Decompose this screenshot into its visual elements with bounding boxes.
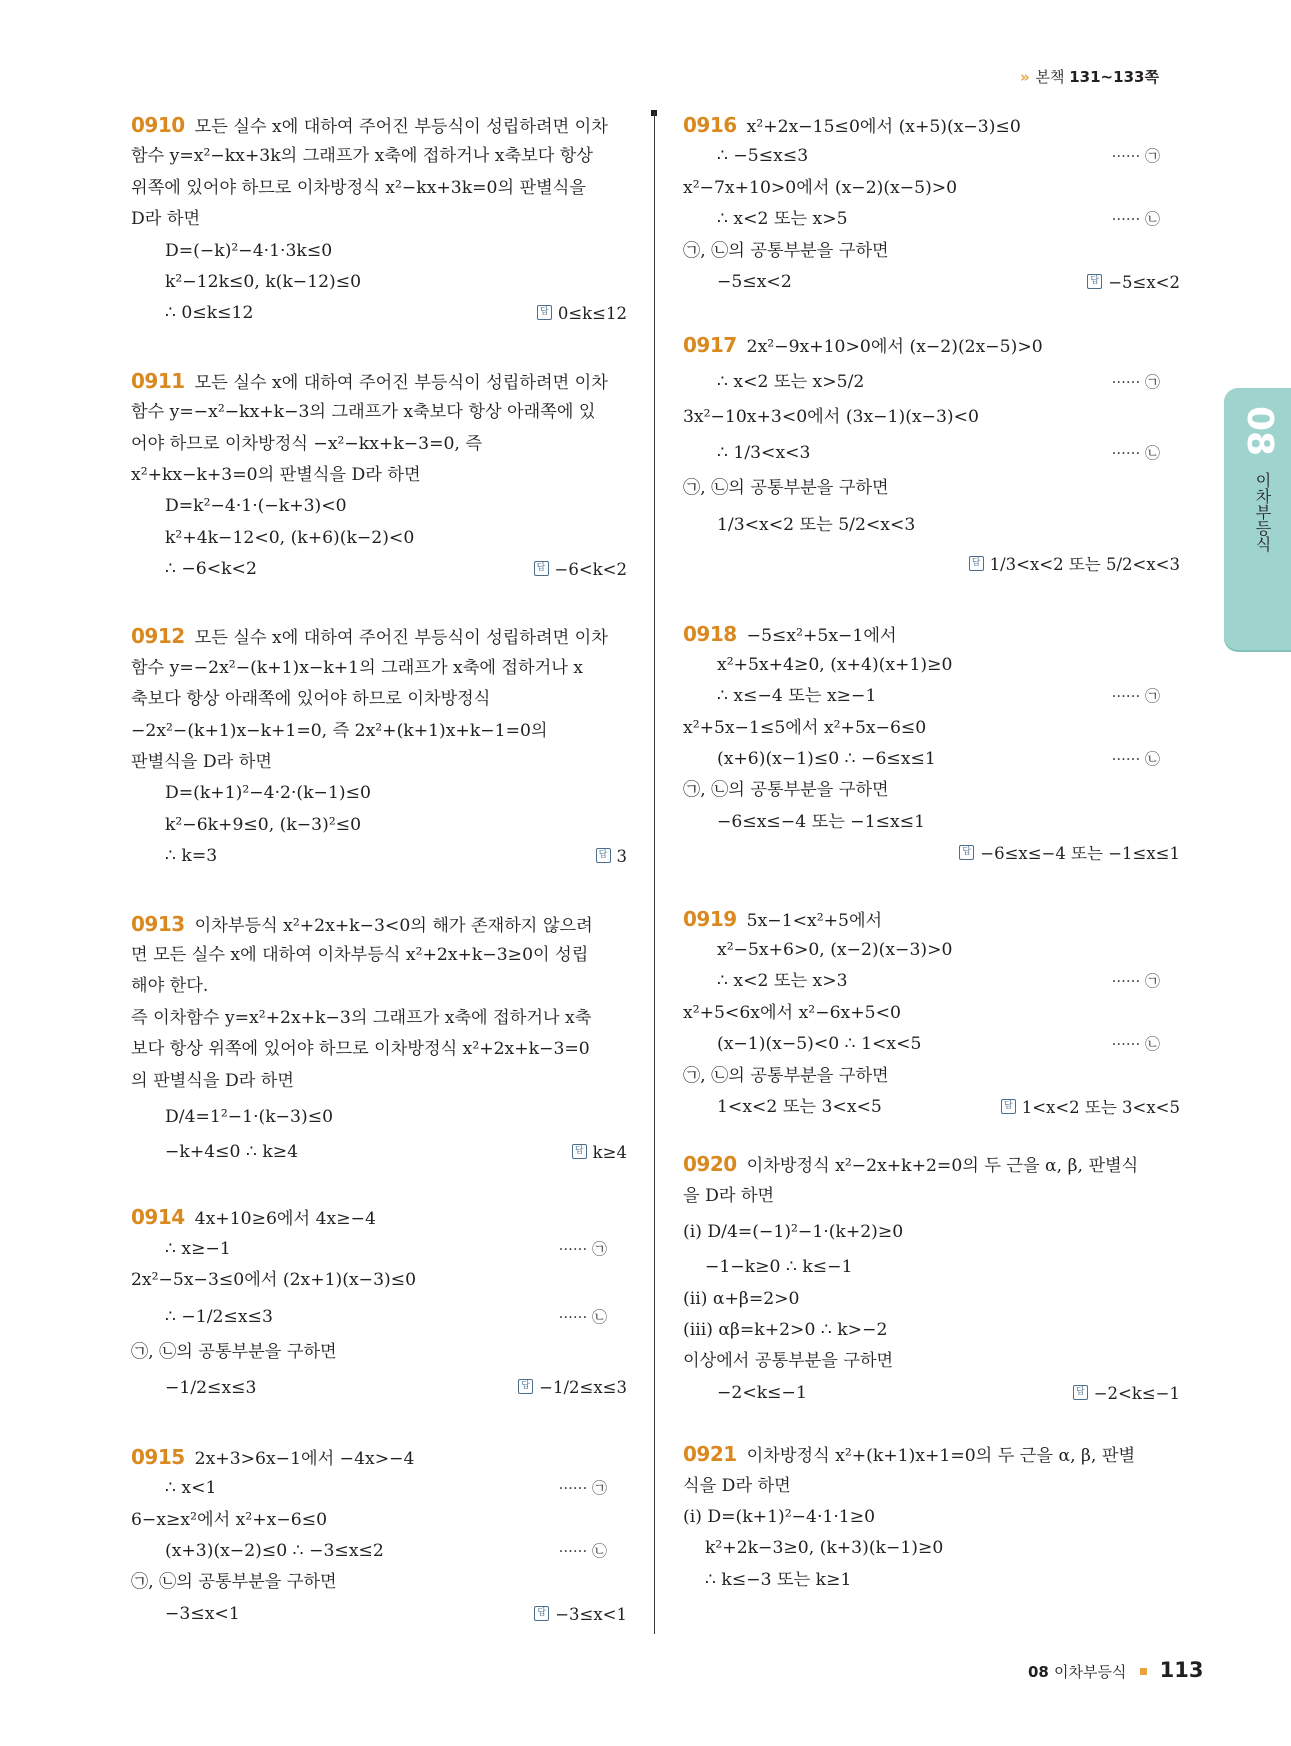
solution-text: 함수 y=x²−kx+3k의 그래프가 x축에 접하거나 x축보다 항상	[131, 146, 593, 167]
solution-line	[131, 429, 627, 460]
solution-text: D=k²−4·1·(−k+3)<0	[165, 496, 347, 517]
solution-text: ∴ −5≤x≤3	[717, 146, 809, 167]
solution-line	[683, 330, 1180, 361]
condition-marker: ······ ㉡	[1111, 750, 1160, 769]
solution-line	[131, 397, 627, 428]
condition-marker: ······ ㉡	[558, 1307, 607, 1326]
solution-line	[131, 1536, 627, 1567]
solution-text: (x−1)(x−5)<0 ∴ 1<x<5	[717, 1034, 922, 1055]
answer-icon	[1087, 274, 1102, 289]
solution-text: 모든 실수 x에 대하여 주어진 부등식이 성립하려면 이차	[194, 372, 608, 393]
answer-text: 0≤k≤12	[557, 304, 627, 324]
answer-icon	[1073, 1385, 1088, 1400]
problem-number: 0919	[683, 906, 737, 931]
solution-line	[683, 433, 1180, 473]
problem-number: 0917	[683, 333, 737, 358]
solution-line	[131, 747, 627, 778]
solution-line	[683, 141, 1180, 172]
solution-line	[131, 1265, 627, 1296]
answer-icon	[572, 1144, 587, 1159]
solution-line	[131, 909, 627, 940]
answer-icon	[596, 848, 611, 863]
problem-number: 0915	[131, 1444, 185, 1469]
answer-text: 1<x<2 또는 3<x<5	[1021, 1097, 1180, 1117]
solution-text: k²+4k−12<0, (k+6)(k−2)<0	[165, 527, 415, 548]
problem-0917	[683, 330, 1180, 584]
answer-text: 1/3<x<2 또는 5/2<x<3	[989, 554, 1180, 574]
solution-line	[683, 1471, 1180, 1502]
chapter-side-tab[interactable]	[1224, 388, 1291, 652]
solution-line	[131, 940, 627, 971]
solution-text: −1/2≤x≤3	[165, 1377, 257, 1398]
solution-line	[683, 1284, 1180, 1315]
side-tab-chapter-title: 이차부등식	[1253, 472, 1272, 552]
solution-text: D=(−k)²−4·1·3k≤0	[165, 240, 333, 261]
condition-marker: ······ ㉠	[558, 1479, 607, 1498]
right-column	[683, 110, 1180, 1596]
solution-line	[131, 491, 627, 522]
solution-text: 식을 D라 하면	[683, 1475, 791, 1496]
solution-line	[683, 204, 1180, 235]
condition-marker: ······ ㉠	[1111, 372, 1160, 391]
solution-line	[131, 778, 627, 809]
answer	[969, 545, 1180, 585]
problem-0915	[131, 1442, 627, 1630]
solution-line	[683, 807, 1180, 838]
solution-line	[683, 1181, 1180, 1212]
solution-text: −5≤x<2	[717, 271, 792, 292]
solution-text: −1−k≥0 ∴ k≤−1	[705, 1257, 853, 1278]
condition-marker: ······ ㉡	[1111, 210, 1160, 229]
solution-line	[683, 1439, 1180, 1470]
header-ref-prefix: 본책	[1035, 68, 1065, 86]
problem-0913	[131, 909, 627, 1169]
answer-icon	[518, 1379, 533, 1394]
solution-line	[131, 366, 627, 397]
answer	[1087, 267, 1180, 298]
answer	[1001, 1092, 1180, 1123]
solution-line	[131, 971, 627, 1002]
problem-number: 0911	[131, 368, 185, 393]
solution-line	[131, 1066, 627, 1097]
solution-text: 면 모든 실수 x에 대하여 이차부등식 x²+2x+k−3≥0이 성립	[131, 944, 589, 965]
solution-text: ㉠, ㉡의 공통부분을 구하면	[131, 1341, 337, 1362]
solution-text: ㉠, ㉡의 공통부분을 구하면	[131, 1572, 337, 1593]
answer	[596, 841, 628, 872]
solution-text: −2x²−(k+1)x−k+1=0, 즉 2x²+(k+1)x+k−1=0의	[131, 720, 548, 741]
answer-icon	[534, 561, 549, 576]
problem-number: 0914	[131, 1205, 185, 1230]
answer-text: −2<k≤−1	[1093, 1383, 1180, 1403]
solution-line	[683, 173, 1180, 204]
answer	[534, 554, 627, 585]
solution-line	[683, 775, 1180, 806]
solution-line	[683, 966, 1180, 997]
solution-line	[131, 267, 627, 298]
solution-text: −2<k≤−1	[717, 1382, 807, 1403]
solution-text: 이차방정식 x²+(k+1)x+1=0의 두 근을 α, β, 판별	[746, 1446, 1136, 1467]
problem-0911	[131, 366, 627, 586]
solution-line	[131, 523, 627, 554]
solution-text: ∴ x<2 또는 x>5/2	[717, 371, 865, 392]
solution-text: x²+2x−15≤0에서 (x+5)(x−3)≤0	[746, 117, 1021, 137]
solution-line	[683, 1252, 1180, 1283]
answer-icon	[959, 845, 974, 860]
answer-text: −3≤x<1	[555, 1604, 627, 1624]
solution-line	[131, 1599, 627, 1630]
solution-text: 2x+3>6x−1에서 −4x>−4	[194, 1448, 415, 1469]
solution-line	[131, 1337, 627, 1368]
solution-text: 보다 항상 위쪽에 있어야 하므로 이차방정식 x²+2x+k−3=0	[131, 1039, 590, 1060]
solution-line	[683, 713, 1180, 744]
footer-chapter-number: 08	[1028, 1663, 1049, 1681]
solution-line	[131, 1034, 627, 1065]
solution-text: D/4=1²−1·(k−3)≤0	[165, 1106, 334, 1127]
solution-line	[131, 1202, 627, 1233]
answer-text: −6≤x≤−4 또는 −1≤x≤1	[980, 844, 1180, 864]
solution-line	[131, 684, 627, 715]
solution-text: ∴ x≤−4 또는 x≥−1	[717, 686, 877, 707]
condition-marker: ······ ㉠	[1111, 687, 1160, 706]
solution-line	[683, 1315, 1180, 1346]
condition-marker: ······ ㉠	[1111, 147, 1160, 166]
solution-text: −k+4≤0 ∴ k≥4	[165, 1141, 299, 1162]
solution-line	[131, 141, 627, 172]
solution-line	[683, 744, 1180, 775]
solution-text: 2x²−5x−3≤0에서 (2x+1)(x−3)≤0	[131, 1270, 417, 1291]
solution-line	[683, 1533, 1180, 1564]
solution-text: (iii) αβ=k+2>0 ∴ k>−2	[683, 1319, 888, 1340]
solution-text: −5≤x²+5x−1에서	[746, 625, 897, 646]
solution-text: (ii) α+β=2>0	[683, 1288, 800, 1309]
solution-line	[683, 935, 1180, 966]
side-tab-chapter-number: 08	[1239, 406, 1280, 457]
solution-line	[131, 236, 627, 267]
page-footer	[1028, 1658, 1203, 1682]
column-divider	[654, 112, 655, 1634]
page-number: 113	[1159, 1658, 1204, 1682]
solution-line	[131, 1473, 627, 1504]
footer-chapter-title: 이차부등식	[1053, 1663, 1127, 1681]
solution-text: 함수 y=−x²−kx+k−3의 그래프가 x축보다 항상 아래쪽에 있	[131, 402, 596, 423]
solution-text: (x+3)(x−2)≤0 ∴ −3≤x≤2	[165, 1541, 384, 1562]
solution-line	[131, 298, 627, 329]
answer	[534, 1599, 627, 1630]
solution-line	[683, 1212, 1180, 1252]
solution-text: ∴ k≤−3 또는 k≥1	[705, 1569, 852, 1590]
solution-text: x²+kx−k+3=0의 판별식을 D라 하면	[131, 464, 421, 485]
solution-line	[131, 1234, 627, 1265]
solution-text: D라 하면	[131, 209, 201, 230]
solution-line	[683, 1378, 1180, 1409]
solution-line	[683, 505, 1180, 545]
solution-line	[683, 1149, 1180, 1180]
solution-text: 4x+10≥6에서 4x≥−4	[194, 1209, 376, 1230]
solution-text: ∴ −1/2≤x≤3	[165, 1306, 273, 1327]
solution-text: −3≤x<1	[165, 1603, 240, 1624]
solution-text: ∴ 1/3<x<3	[717, 443, 811, 464]
problem-number: 0910	[131, 113, 185, 137]
solution-text: 축보다 항상 아래쪽에 있어야 하므로 이차방정식	[131, 689, 491, 710]
answer-text: −5≤x<2	[1108, 272, 1180, 292]
solution-line	[683, 650, 1180, 681]
solution-line	[683, 267, 1180, 298]
solution-line	[131, 1003, 627, 1034]
answer-text: −1/2≤x≤3	[539, 1377, 627, 1397]
solution-text: 3x²−10x+3<0에서 (3x−1)(x−3)<0	[683, 406, 979, 427]
solution-line	[683, 838, 1180, 869]
problem-number: 0913	[131, 911, 185, 936]
solution-text: 1<x<2 또는 3<x<5	[717, 1096, 882, 1117]
solution-line	[131, 110, 627, 141]
header-ref-pages: 131~133쪽	[1069, 68, 1159, 86]
solution-text: ∴ x<2 또는 x>3	[717, 971, 848, 992]
solution-line	[131, 841, 627, 872]
solution-text: x²−5x+6>0, (x−2)(x−3)>0	[717, 940, 953, 961]
solution-text: ㉠, ㉡의 공통부분을 구하면	[683, 780, 889, 801]
problem-number: 0920	[683, 1152, 737, 1177]
solution-text: 모든 실수 x에 대하여 주어진 부등식이 성립하려면 이차	[194, 628, 608, 649]
answer-text: k≥4	[592, 1142, 627, 1162]
solution-text: x²+5x−1≤5에서 x²+5x−6≤0	[683, 717, 927, 738]
solution-text: ∴ 0≤k≤12	[165, 303, 254, 324]
solution-text: ∴ x<2 또는 x>5	[717, 209, 848, 230]
solution-line	[131, 1137, 627, 1168]
solution-text: 2x²−9x+10>0에서 (x−2)(2x−5)>0	[746, 337, 1043, 358]
condition-marker: ······ ㉡	[558, 1542, 607, 1561]
solution-text: 을 D라 하면	[683, 1185, 775, 1206]
problem-0921	[683, 1439, 1180, 1596]
answer-icon	[537, 305, 552, 320]
solution-text: x²+5<6x에서 x²−6x+5<0	[683, 1002, 901, 1023]
solution-text: 1/3<x<2 또는 5/2<x<3	[717, 514, 916, 535]
solution-text: 위쪽에 있어야 하므로 이차방정식 x²−kx+3k=0의 판별식을	[131, 177, 586, 198]
solution-text: 5x−1<x²+5에서	[746, 910, 883, 931]
solution-text: 6−x≥x²에서 x²+x−6≤0	[131, 1509, 328, 1530]
solution-text: 함수 y=−2x²−(k+1)x−k+1의 그래프가 x축에 접하거나 x	[131, 657, 583, 678]
condition-marker: ······ ㉠	[558, 1239, 607, 1258]
answer-text: −6<k<2	[554, 560, 627, 580]
solution-line	[131, 810, 627, 841]
solution-text: 이차부등식 x²+2x+k−3<0의 해가 존재하지 않으려	[194, 915, 593, 936]
solution-text: 해야 한다.	[131, 976, 209, 997]
left-column	[131, 110, 627, 1630]
solution-line	[683, 402, 1180, 433]
condition-marker: ······ ㉡	[1111, 444, 1160, 463]
solution-line	[131, 1097, 627, 1137]
problem-number: 0916	[683, 113, 737, 137]
solution-text: 즉 이차함수 y=x²+2x+k−3의 그래프가 x축에 접하거나 x축	[131, 1007, 592, 1028]
solution-text: −6≤x≤−4 또는 −1≤x≤1	[717, 811, 926, 832]
condition-marker: ······ ㉡	[1111, 1035, 1160, 1054]
problem-0912	[131, 621, 627, 872]
solution-line	[131, 1297, 627, 1337]
solution-line	[683, 110, 1180, 141]
solution-line	[131, 1505, 627, 1536]
answer-text: 3	[616, 847, 627, 867]
solution-text: ㉠, ㉡의 공통부분을 구하면	[683, 478, 889, 499]
answer-icon	[534, 1606, 549, 1621]
header-page-reference	[1020, 66, 1159, 87]
solution-line	[683, 1029, 1180, 1060]
problem-0910	[131, 110, 627, 330]
answer-icon	[969, 556, 984, 571]
solution-text: 모든 실수 x에 대하여 주어진 부등식이 성립하려면 이차	[194, 117, 608, 137]
solution-line	[683, 904, 1180, 935]
footer-square-icon	[1140, 1668, 1147, 1675]
solution-line	[683, 236, 1180, 267]
solution-text: 어야 하므로 이차방정식 −x²−kx+k−3=0, 즉	[131, 433, 482, 454]
problem-0918	[683, 619, 1180, 870]
problem-0914	[131, 1202, 627, 1408]
solution-line	[683, 1346, 1180, 1377]
solution-text: ∴ x<1	[165, 1478, 217, 1499]
solution-text: ㉠, ㉡의 공통부분을 구하면	[683, 1065, 889, 1086]
solution-line	[683, 998, 1180, 1029]
solution-text: k²−12k≤0, k(k−12)≤0	[165, 271, 362, 292]
double-chevron-icon: »	[1020, 68, 1027, 86]
problem-number: 0918	[683, 621, 737, 646]
problem-number: 0921	[683, 1442, 737, 1467]
solution-text: ∴ −6<k<2	[165, 559, 257, 580]
solution-text: 이차방정식 x²−2x+k+2=0의 두 근을 α, β, 판별식	[746, 1156, 1139, 1177]
solution-line	[683, 362, 1180, 402]
solution-text: k²−6k+9≤0, (k−3)²≤0	[165, 814, 362, 835]
solution-line	[683, 1092, 1180, 1123]
solution-line	[131, 554, 627, 585]
answer	[572, 1137, 627, 1168]
solution-line	[131, 1567, 627, 1598]
solution-line	[683, 681, 1180, 712]
solution-line	[683, 473, 1180, 504]
problem-0919	[683, 904, 1180, 1124]
solution-text: 의 판별식을 D라 하면	[131, 1070, 294, 1091]
solution-line	[683, 1565, 1180, 1596]
solution-text: ㉠, ㉡의 공통부분을 구하면	[683, 240, 889, 261]
solution-line	[131, 653, 627, 684]
solution-line	[131, 716, 627, 747]
solution-text: ∴ x≥−1	[165, 1238, 231, 1259]
solution-line	[683, 1502, 1180, 1533]
solution-text: x²+5x+4≥0, (x+4)(x+1)≥0	[717, 654, 953, 675]
problem-0916	[683, 110, 1180, 298]
answer	[518, 1368, 627, 1408]
solution-text: (x+6)(x−1)≤0 ∴ −6≤x≤1	[717, 749, 936, 770]
solution-text: 판별식을 D라 하면	[131, 752, 272, 773]
solution-line	[131, 173, 627, 204]
solution-text: x²−7x+10>0에서 (x−2)(x−5)>0	[683, 177, 958, 198]
answer	[537, 298, 627, 329]
solution-text: (i) D=(k+1)²−4·1·1≥0	[683, 1506, 876, 1527]
answer	[1073, 1378, 1180, 1409]
problem-0920	[683, 1149, 1180, 1409]
solution-line	[131, 204, 627, 235]
answer	[959, 838, 1180, 869]
solution-text: ∴ k=3	[165, 846, 218, 867]
solution-text: k²+2k−3≥0, (k+3)(k−1)≥0	[705, 1538, 944, 1559]
solution-text: 이상에서 공통부분을 구하면	[683, 1351, 894, 1372]
solution-line	[683, 545, 1180, 585]
solution-line	[683, 619, 1180, 650]
solution-line	[131, 460, 627, 491]
solution-line	[683, 1061, 1180, 1092]
solution-text: D=(k+1)²−4·2·(k−1)≤0	[165, 783, 371, 804]
answer-icon	[1001, 1099, 1016, 1114]
solution-line	[131, 1442, 627, 1473]
problem-number: 0912	[131, 624, 185, 649]
solution-line	[131, 621, 627, 652]
solution-text: (i) D/4=(−1)²−1·(k+2)≥0	[683, 1222, 904, 1243]
solution-line	[131, 1368, 627, 1408]
condition-marker: ······ ㉠	[1111, 972, 1160, 991]
